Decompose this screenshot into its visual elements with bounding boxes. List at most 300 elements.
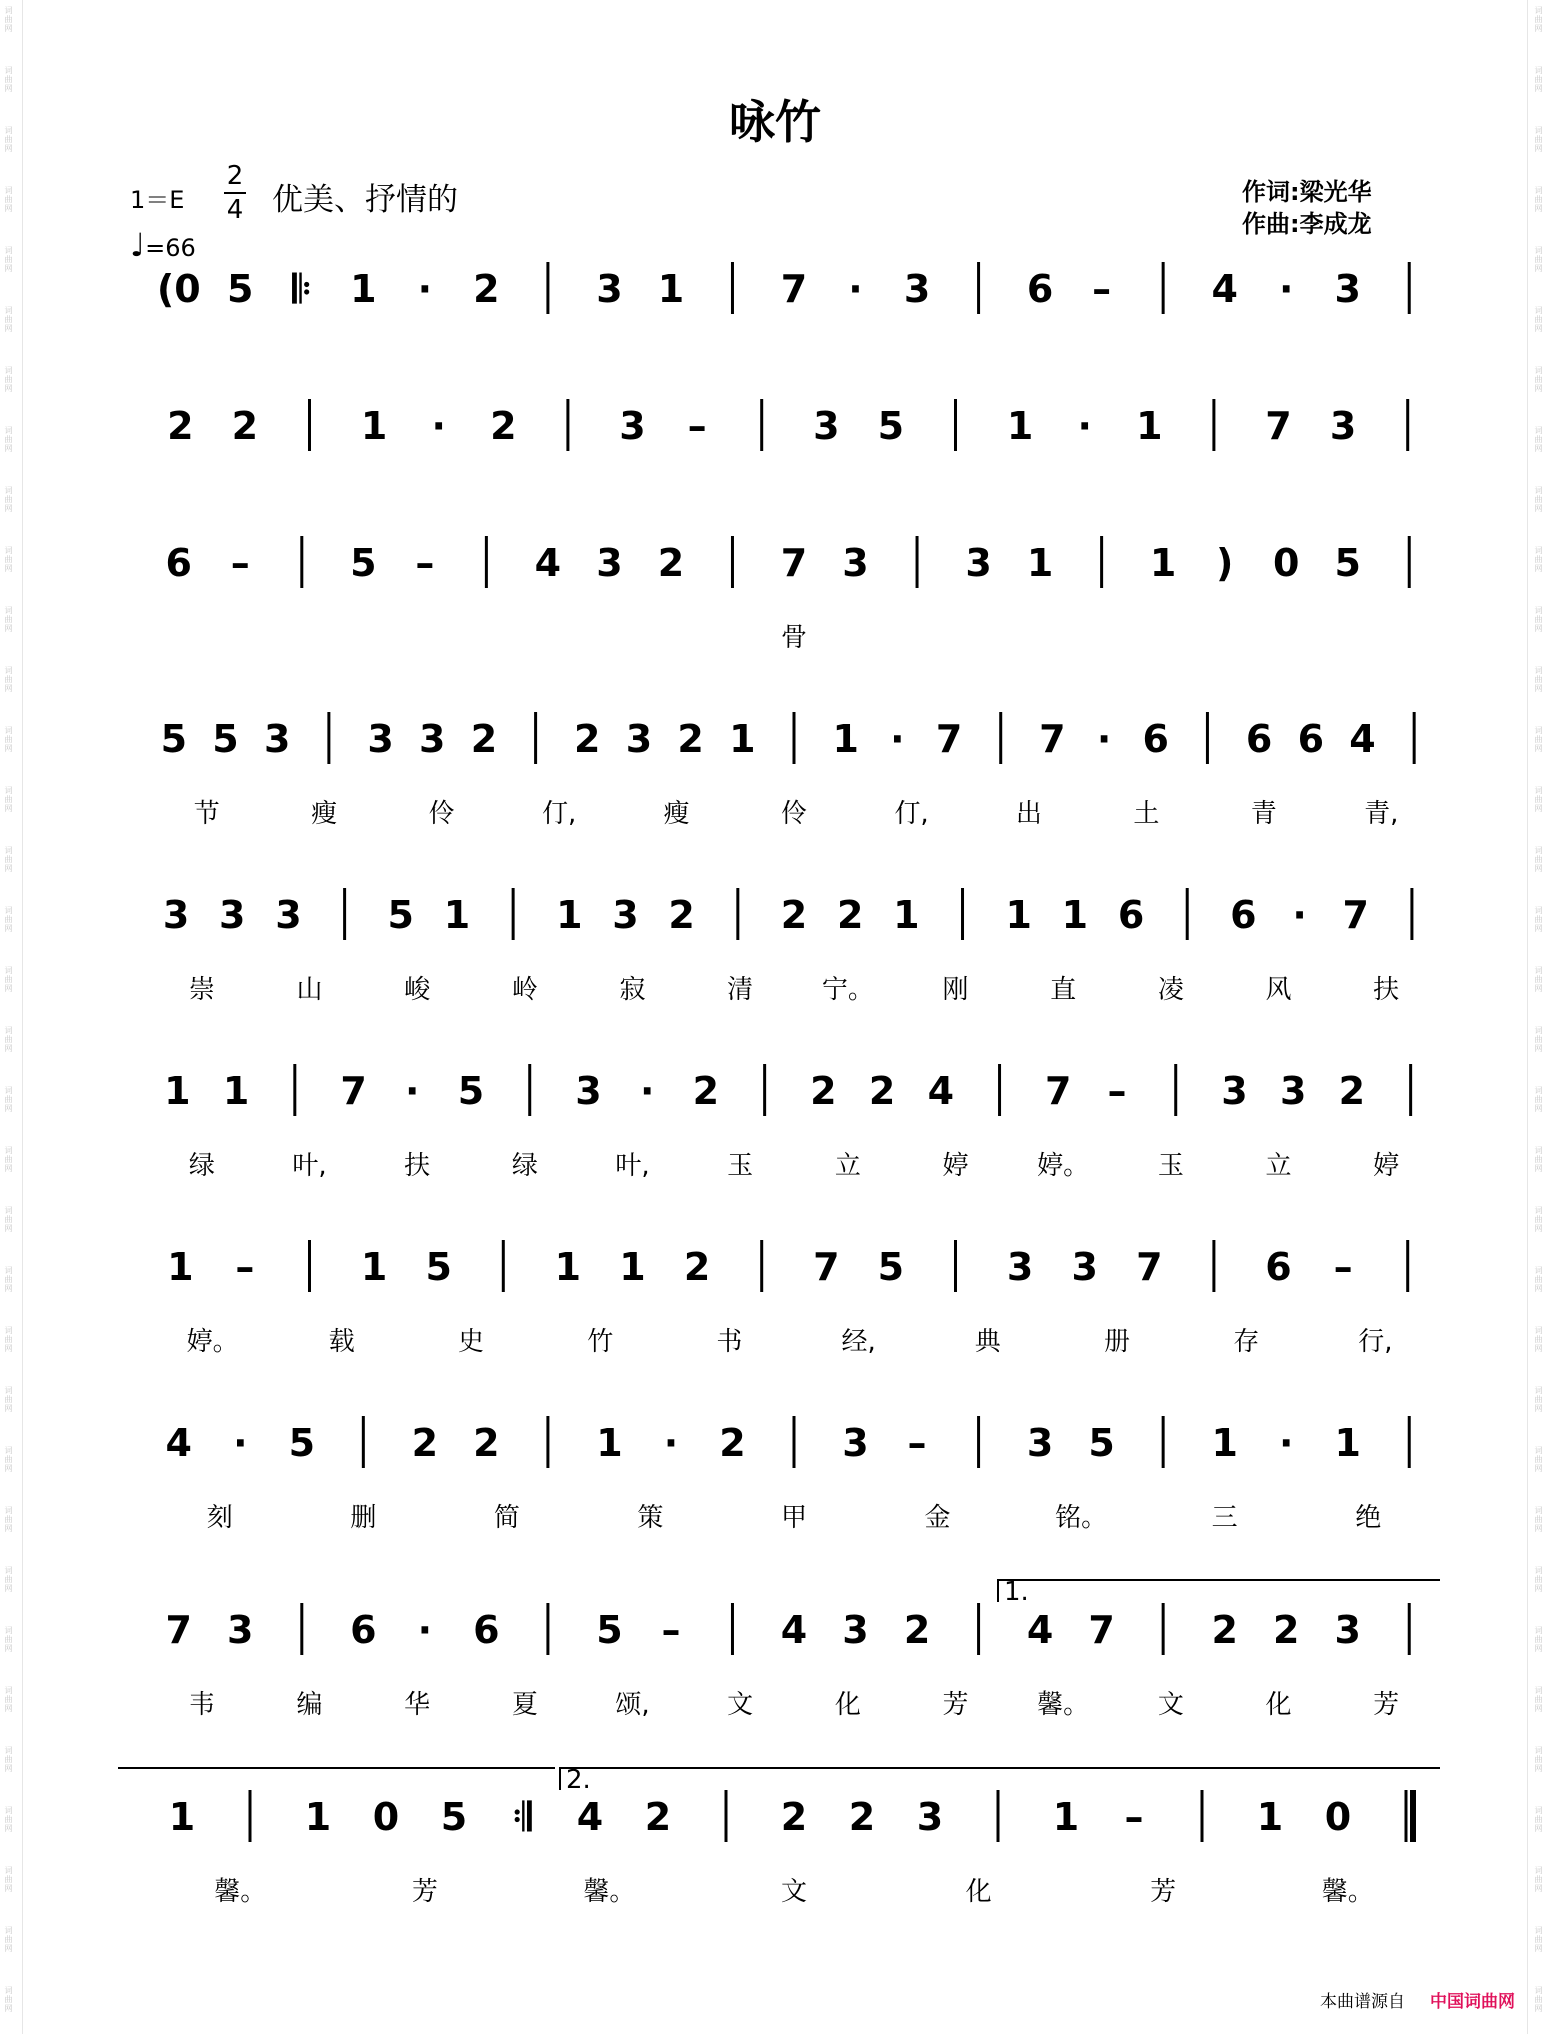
- watermark-text: 词曲网: [4, 6, 13, 33]
- note-symbol: 2: [677, 717, 704, 761]
- lyric-syllable: 骨: [780, 623, 808, 653]
- lyric-syllable: 婷: [1373, 1151, 1400, 1181]
- lyric-syllable: 芳: [942, 1690, 969, 1720]
- watermark-text: 词曲网: [1534, 426, 1543, 453]
- note-symbol: 2: [683, 1245, 711, 1289]
- watermark-text: 词曲网: [1534, 1326, 1543, 1353]
- note-symbol: –: [687, 404, 707, 448]
- note-symbol: ·: [1278, 267, 1294, 311]
- watermark-text: 词曲网: [4, 846, 13, 873]
- lyric-syllable: 节: [193, 799, 220, 829]
- note-symbol: 2: [868, 1069, 896, 1113]
- lyric-syllable: 存: [1233, 1327, 1260, 1357]
- watermark-text: 词曲网: [1534, 1026, 1543, 1053]
- note-symbol: 3: [219, 893, 246, 937]
- lyric-syllable: 馨。: [583, 1877, 636, 1907]
- source-label: 本曲谱源自: [1320, 1992, 1405, 2012]
- lyric-syllable: 婷。: [1037, 1151, 1090, 1181]
- lyric-syllable: 青: [1250, 799, 1277, 829]
- lyric-syllable: 风: [1265, 975, 1292, 1005]
- lyric-syllable: 瘦: [311, 799, 338, 829]
- expression-mark: 优美、抒情的: [272, 182, 458, 218]
- note-symbol: 3: [1329, 404, 1357, 448]
- watermark-text: 词曲网: [4, 1266, 13, 1293]
- note-symbol: 1: [1136, 404, 1163, 448]
- note-symbol: 1: [304, 1795, 332, 1839]
- lyric-syllable: 芳: [411, 1877, 438, 1907]
- note-symbol: 3: [275, 893, 302, 937]
- note-symbol: ·: [639, 1069, 655, 1113]
- lyric-syllable: 编: [296, 1690, 323, 1720]
- note-symbol: 7: [1039, 717, 1066, 761]
- watermark-text: 词曲网: [4, 1386, 13, 1413]
- note-symbol: 4: [780, 1608, 808, 1652]
- watermark-text: 词曲网: [4, 1746, 13, 1773]
- lyric-syllable: 直: [1050, 975, 1077, 1005]
- note-symbol: 1: [596, 1421, 623, 1465]
- quarter-note-icon: ♩: [130, 226, 146, 264]
- note-symbol: 2: [644, 1795, 672, 1839]
- lyric-syllable: 瘦: [663, 799, 690, 829]
- watermark-text: 词曲网: [4, 66, 13, 93]
- note-symbol: 1: [164, 1069, 191, 1113]
- lyric-syllable: 竹: [587, 1327, 614, 1357]
- note-symbol: 3: [1279, 1069, 1307, 1113]
- note-symbol: 2: [574, 717, 601, 761]
- lyric-syllable: 伶: [780, 799, 808, 829]
- watermark-text: 词曲网: [4, 366, 13, 393]
- watermark-text: 词曲网: [1534, 726, 1543, 753]
- note-symbol: 2: [1211, 1608, 1238, 1652]
- lyric-syllable: 文: [1157, 1690, 1184, 1720]
- note-symbol: 7: [1088, 1608, 1115, 1652]
- note-symbol: 5: [457, 1069, 485, 1113]
- lyric-syllable: 绿: [511, 1151, 538, 1181]
- lyric-syllable: 凌: [1157, 975, 1184, 1005]
- lyric-syllable: 扶: [1373, 975, 1400, 1005]
- note-symbol: 7: [1342, 893, 1369, 937]
- note-symbol: 1: [1334, 1421, 1361, 1465]
- note-symbol: 2: [692, 1069, 720, 1113]
- note-symbol: 3: [1006, 1245, 1034, 1289]
- note-symbol: 4: [165, 1421, 192, 1465]
- lyric-syllable: 宁。: [821, 975, 874, 1005]
- note-symbol: 3: [263, 717, 291, 761]
- note-symbol: 2: [473, 267, 500, 311]
- note-symbol: –: [415, 541, 435, 585]
- watermark-text: 词曲网: [1534, 6, 1543, 33]
- lyric-syllable: 化: [965, 1877, 992, 1907]
- note-symbol: 6: [1026, 267, 1054, 311]
- lyric-syllable: 土: [1133, 799, 1160, 829]
- note-symbol: 1: [360, 1245, 388, 1289]
- note-symbol: 1: [1149, 541, 1177, 585]
- note-symbol: ·: [848, 267, 863, 311]
- note-symbol: 1: [360, 404, 388, 448]
- lyric-syllable: 铭。: [1055, 1503, 1108, 1533]
- note-symbol: ·: [417, 1608, 433, 1652]
- note-symbol: 5: [877, 404, 905, 448]
- note-symbol: 3: [367, 717, 394, 761]
- note-symbol: 6: [165, 541, 192, 585]
- watermark-text: 词曲网: [4, 1926, 13, 1953]
- watermark-text: 词曲网: [1534, 246, 1543, 273]
- note-symbol: 4: [1026, 1608, 1054, 1652]
- watermark-text: 词曲网: [4, 486, 13, 513]
- note-symbol: 1: [167, 1245, 194, 1289]
- lyric-syllable: 扶: [404, 1151, 431, 1181]
- lyric-syllable: 叶,: [615, 1151, 650, 1181]
- note-symbol: 2: [470, 717, 498, 761]
- note-symbol: 3: [842, 541, 869, 585]
- watermark-text: 词曲网: [4, 1086, 13, 1113]
- note-symbol: 1: [443, 893, 471, 937]
- note-symbol: ·: [1278, 1421, 1294, 1465]
- watermark-text: 词曲网: [1534, 1386, 1543, 1413]
- watermark-text: 词曲网: [1534, 366, 1543, 393]
- note-symbol: ·: [417, 267, 433, 311]
- watermark-text: 词曲网: [4, 606, 13, 633]
- lyric-syllable: 青,: [1364, 799, 1399, 829]
- note-symbol: 3: [575, 1069, 602, 1113]
- note-symbol: 2: [903, 1608, 931, 1652]
- note-symbol: 5: [288, 1421, 316, 1465]
- note-symbol: ·: [663, 1421, 679, 1465]
- lyric-syllable: 韦: [188, 1690, 215, 1720]
- volta-bracket: [560, 1768, 1440, 1790]
- lyric-syllable: 甲: [780, 1503, 808, 1533]
- tempo-value: =66: [145, 234, 196, 262]
- lyric-syllable: 芳: [1373, 1690, 1400, 1720]
- note-symbol: 5: [877, 1245, 905, 1289]
- lyric-syllable: 化: [1265, 1690, 1292, 1720]
- note-symbol: 1: [619, 1245, 646, 1289]
- note-symbol: 2: [1272, 1608, 1300, 1652]
- note-symbol: 5: [387, 893, 415, 937]
- note-symbol: 3: [1334, 267, 1361, 311]
- lyric-syllable: 刚: [942, 975, 969, 1005]
- watermark-text: 词曲网: [4, 1206, 13, 1233]
- note-symbol: 7: [340, 1069, 367, 1113]
- note-symbol: 3: [612, 893, 639, 937]
- watermark-text: 词曲网: [1534, 1926, 1543, 1953]
- note-symbol: 5: [160, 717, 188, 761]
- watermark-text: 词曲网: [1534, 66, 1543, 93]
- note-symbol: 5: [1334, 541, 1361, 585]
- lyric-syllable: 刻: [206, 1503, 233, 1533]
- watermark-text: 词曲网: [1534, 906, 1543, 933]
- watermark-text: 词曲网: [1534, 1986, 1543, 2013]
- watermark-text: 词曲网: [4, 1566, 13, 1593]
- note-symbol: 2: [231, 404, 259, 448]
- note-symbol: 2: [167, 404, 194, 448]
- note-symbol: 6: [350, 1608, 377, 1652]
- lyric-syllable: 出: [1015, 799, 1042, 829]
- watermark-text: 词曲网: [4, 786, 13, 813]
- note-symbol: 1: [168, 1795, 196, 1839]
- volta-label: 1.: [1004, 1577, 1029, 1607]
- note-symbol: 1: [729, 717, 756, 761]
- song-title: 咏竹: [729, 95, 821, 149]
- lyric-syllable: 婷: [942, 1151, 969, 1181]
- watermark-text: 词曲网: [4, 1806, 13, 1833]
- note-symbol: 1: [1006, 404, 1034, 448]
- lyric-syllable: 书: [716, 1327, 743, 1357]
- lyric-syllable: 典: [974, 1327, 1001, 1357]
- lyric-syllable: 芳: [1150, 1877, 1177, 1907]
- lyric-syllable: 婷。: [186, 1327, 239, 1357]
- lyric-syllable: 寂: [619, 975, 646, 1005]
- watermark-text: 词曲网: [4, 1626, 13, 1653]
- watermark-text: 词曲网: [1534, 1086, 1543, 1113]
- note-symbol: –: [1107, 1069, 1127, 1113]
- note-symbol: 2: [780, 893, 808, 937]
- time-signature-top: 2: [226, 161, 244, 191]
- note-symbol: 3: [965, 541, 992, 585]
- note-symbol: 1: [1211, 1421, 1238, 1465]
- note-symbol: 6: [1117, 893, 1145, 937]
- lyric-syllable: 册: [1103, 1327, 1131, 1357]
- watermark-text: 词曲网: [4, 666, 13, 693]
- lyric-syllable: 叶,: [292, 1151, 327, 1181]
- watermark-text: 词曲网: [1534, 306, 1543, 333]
- lyricist-credit: 作词:梁光华: [1242, 178, 1372, 206]
- watermark-text: 词曲网: [4, 966, 13, 993]
- note-symbol: 1: [1061, 893, 1089, 937]
- watermark-text: 词曲网: [4, 246, 13, 273]
- lyric-syllable: 玉: [1157, 1151, 1184, 1181]
- watermark-text: 词曲网: [1534, 666, 1543, 693]
- note-symbol: 4: [576, 1795, 604, 1839]
- note-symbol: ·: [890, 717, 905, 761]
- note-symbol: ): [1215, 541, 1234, 585]
- note-symbol: 3: [596, 541, 623, 585]
- watermark-text: 词曲网: [4, 906, 13, 933]
- note-symbol: 2: [848, 1795, 876, 1839]
- note-symbol: 3: [625, 717, 653, 761]
- note-symbol: 0: [372, 1795, 400, 1839]
- watermark-text: 词曲网: [4, 546, 13, 573]
- watermark-text: 词曲网: [4, 306, 13, 333]
- note-symbol: 1: [350, 267, 377, 311]
- watermark-text: 词曲网: [4, 1026, 13, 1053]
- note-symbol: 7: [780, 541, 808, 585]
- watermark-text: 词曲网: [4, 1446, 13, 1473]
- note-symbol: 6: [1265, 1245, 1292, 1289]
- watermark-text: 词曲网: [1534, 546, 1543, 573]
- note-symbol: 3: [619, 404, 646, 448]
- note-symbol: –: [235, 1245, 255, 1289]
- watermark-text: 词曲网: [4, 1986, 13, 2013]
- note-symbol: 6: [1297, 717, 1325, 761]
- watermark-text: 词曲网: [1534, 1626, 1543, 1653]
- lyric-syllable: 崇: [188, 975, 215, 1005]
- note-symbol: 5: [227, 267, 254, 311]
- watermark-text: 词曲网: [1534, 1146, 1543, 1173]
- site-name: 中国词曲网: [1430, 1992, 1515, 2012]
- note-symbol: 5: [425, 1245, 452, 1289]
- note-symbol: 4: [1349, 717, 1376, 761]
- note-symbol: ·: [1292, 893, 1307, 937]
- watermark-text: 词曲网: [1534, 1506, 1543, 1533]
- lyric-syllable: 删: [350, 1503, 377, 1533]
- note-symbol: 3: [419, 717, 446, 761]
- time-signature-bottom: 4: [226, 195, 244, 225]
- note-symbol: –: [230, 541, 250, 585]
- volta-bracket: [998, 1580, 1440, 1602]
- note-symbol: –: [1092, 267, 1112, 311]
- note-symbol: 7: [813, 1245, 840, 1289]
- lyric-syllable: 馨。: [214, 1877, 267, 1907]
- watermark-text: 词曲网: [4, 1866, 13, 1893]
- note-symbol: 2: [810, 1069, 837, 1113]
- note-symbol: 2: [836, 893, 864, 937]
- note-symbol: 7: [780, 267, 808, 311]
- lyric-syllable: 玉: [727, 1151, 754, 1181]
- note-symbol: 1: [556, 893, 583, 937]
- note-symbol: 6: [1245, 717, 1273, 761]
- lyric-syllable: 立: [1265, 1151, 1292, 1181]
- lyric-syllable: 馨。: [1321, 1877, 1374, 1907]
- note-symbol: 𝄇: [512, 1795, 532, 1839]
- lyric-syllable: 华: [404, 1690, 431, 1720]
- note-symbol: 4: [1211, 267, 1238, 311]
- lyric-syllable: 夏: [511, 1690, 538, 1720]
- lyric-syllable: 经,: [841, 1327, 876, 1357]
- note-symbol: 6: [1142, 717, 1169, 761]
- note-symbol: 0: [1272, 541, 1300, 585]
- lyric-syllable: 金: [924, 1503, 951, 1533]
- composer-credit: 作曲:李成龙: [1242, 210, 1372, 238]
- watermark-text: 词曲网: [1534, 846, 1543, 873]
- lyric-syllable: 伶: [428, 799, 455, 829]
- note-symbol: 1: [893, 893, 920, 937]
- note-symbol: 4: [534, 541, 562, 585]
- watermark-text: 词曲网: [1534, 1266, 1543, 1293]
- lyric-syllable: 行,: [1358, 1327, 1393, 1357]
- note-symbol: 2: [411, 1421, 439, 1465]
- note-symbol: 2: [657, 541, 685, 585]
- note-symbol: 1: [1052, 1795, 1080, 1839]
- note-symbol: 4: [927, 1069, 955, 1113]
- watermark-text: 词曲网: [1534, 126, 1543, 153]
- note-symbol: 3: [596, 267, 623, 311]
- lyric-syllable: 仃,: [894, 799, 929, 829]
- note-symbol: 3: [227, 1608, 254, 1652]
- note-symbol: –: [661, 1608, 681, 1652]
- note-symbol: 2: [719, 1421, 746, 1465]
- lyric-syllable: 简: [493, 1503, 520, 1533]
- volta-label: 2.: [566, 1765, 591, 1795]
- note-symbol: –: [907, 1421, 927, 1465]
- note-symbol: 2: [473, 1421, 500, 1465]
- watermark-text: 词曲网: [4, 1326, 13, 1353]
- note-symbol: 3: [842, 1608, 869, 1652]
- watermark-text: 词曲网: [4, 126, 13, 153]
- watermark-text: 词曲网: [1534, 1446, 1543, 1473]
- note-symbol: 6: [473, 1608, 500, 1652]
- note-symbol: 7: [1136, 1245, 1163, 1289]
- watermark-text: 词曲网: [1534, 1686, 1543, 1713]
- note-symbol: 1: [1026, 541, 1054, 585]
- note-symbol: –: [1124, 1795, 1144, 1839]
- note-symbol: 5: [350, 541, 377, 585]
- note-symbol: 5: [440, 1795, 468, 1839]
- note-symbol: 2: [780, 1795, 808, 1839]
- note-symbol: 2: [490, 404, 517, 448]
- watermark-text: 词曲网: [1534, 486, 1543, 513]
- note-symbol: 1: [222, 1069, 250, 1113]
- note-symbol: 5: [1088, 1421, 1115, 1465]
- note-symbol: 3: [1071, 1245, 1098, 1289]
- lyric-syllable: 三: [1211, 1503, 1238, 1533]
- note-symbol: 1: [1005, 893, 1032, 937]
- note-symbol: ·: [1077, 404, 1092, 448]
- watermark-text: 词曲网: [4, 426, 13, 453]
- note-symbol: 1: [657, 267, 685, 311]
- note-symbol: 3: [916, 1795, 944, 1839]
- note-symbol: –: [1333, 1245, 1353, 1289]
- lyric-syllable: 清: [727, 975, 754, 1005]
- note-symbol: 1: [1256, 1795, 1284, 1839]
- note-symbol: 6: [1230, 893, 1257, 937]
- watermark-text: 词曲网: [1534, 1746, 1543, 1773]
- lyric-syllable: 文: [727, 1690, 754, 1720]
- lyric-syllable: 仃,: [541, 799, 577, 829]
- note-symbol: 1: [832, 717, 859, 761]
- lyric-syllable: 史: [457, 1327, 485, 1357]
- watermark-text: 词曲网: [4, 186, 13, 213]
- note-symbol: 7: [1045, 1069, 1072, 1113]
- watermark-text: 词曲网: [1534, 1866, 1543, 1893]
- lyric-syllable: 峻: [404, 975, 431, 1005]
- note-symbol: 3: [162, 893, 190, 937]
- note-symbol: 𝄆: [292, 267, 312, 311]
- watermark-text: 词曲网: [1534, 786, 1543, 813]
- note-symbol: ·: [1096, 717, 1112, 761]
- lyric-syllable: 馨。: [1037, 1690, 1090, 1720]
- note-symbol: 3: [1221, 1069, 1248, 1113]
- watermark-text: 词曲网: [1534, 186, 1543, 213]
- note-symbol: 7: [935, 717, 963, 761]
- watermark-text: 词曲网: [1534, 1806, 1543, 1833]
- lyric-syllable: 颂,: [615, 1690, 650, 1720]
- note-symbol: 3: [1334, 1608, 1361, 1652]
- note-symbol: 5: [212, 717, 239, 761]
- note-symbol: 3: [1026, 1421, 1054, 1465]
- lyric-syllable: 绿: [188, 1151, 215, 1181]
- lyric-syllable: 文: [780, 1877, 808, 1907]
- watermark-text: 词曲网: [4, 726, 13, 753]
- note-symbol: 2: [668, 893, 695, 937]
- watermark-text: 词曲网: [1534, 606, 1543, 633]
- note-symbol: 7: [1265, 404, 1292, 448]
- note-symbol: (0: [156, 267, 201, 311]
- lyric-syllable: 策: [637, 1503, 664, 1533]
- key-signature: 1＝E: [130, 186, 185, 214]
- lyric-syllable: 载: [328, 1327, 355, 1357]
- watermark-text: 词曲网: [1534, 1206, 1543, 1233]
- note-symbol: ·: [431, 404, 446, 448]
- watermark-text: 词曲网: [1534, 966, 1543, 993]
- watermark-text: 词曲网: [1534, 1566, 1543, 1593]
- lyric-syllable: 绝: [1355, 1503, 1382, 1533]
- note-symbol: 2: [1338, 1069, 1366, 1113]
- lyric-syllable: 山: [296, 975, 323, 1005]
- note-symbol: ·: [233, 1421, 248, 1465]
- note-symbol: ·: [405, 1069, 420, 1113]
- note-symbol: 3: [842, 1421, 869, 1465]
